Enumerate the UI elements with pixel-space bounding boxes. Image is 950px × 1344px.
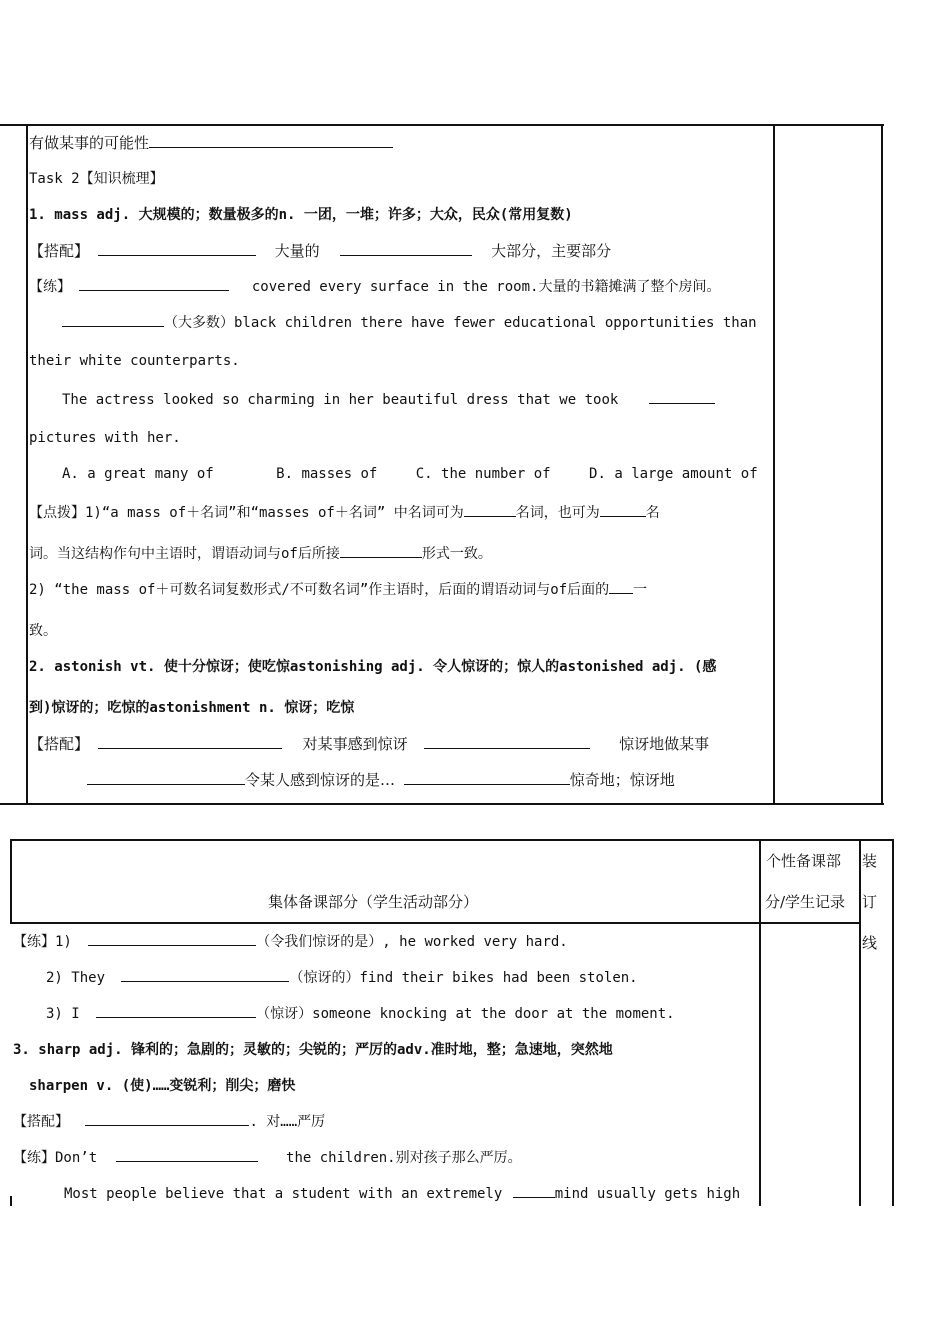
table2-top-border [10, 839, 894, 841]
label: 【搭配】 [29, 242, 90, 260]
text-line [29, 132, 393, 153]
text: 对某事感到惊讶 [302, 735, 408, 753]
text: 惊讶地做某事 [619, 735, 710, 753]
text: 2) “the mass of＋可数名词复数形式/不可数名词”作主语时，后面的谓语动词与of后面的 [29, 582, 610, 598]
text: 名词，也可为 [515, 505, 600, 521]
text: 3) I [46, 1006, 80, 1022]
fill-blank[interactable] [340, 241, 472, 256]
text: 大部分，主要部分 [491, 242, 612, 260]
options-line [62, 466, 758, 482]
table2-header-border [10, 922, 861, 924]
fill-blank[interactable] [98, 241, 256, 256]
fill-blank[interactable] [649, 389, 715, 404]
header-main: 集体备课部分（学生活动部分） [268, 893, 479, 911]
fill-blank[interactable] [424, 734, 590, 749]
fill-blank[interactable] [464, 502, 516, 517]
practice-line [13, 1147, 522, 1167]
tip-line [29, 543, 492, 563]
fill-blank[interactable] [149, 133, 393, 148]
practice-line [46, 967, 638, 987]
binding-char: 订 [862, 893, 878, 911]
label: 【搭配】 [13, 1114, 69, 1130]
text: 【点拨】1)“a mass of＋名词”和“masses of＋名词” 中名词可为 [29, 505, 464, 521]
text: the children.别对孩子那么严厉。 [286, 1150, 522, 1166]
text: covered every surface in the room.大量的书籍摊满了整个房间。 [251, 279, 721, 295]
text: mind usually gets high [554, 1186, 741, 1202]
practice-line [13, 931, 568, 951]
collocation-line [29, 240, 611, 261]
collocation-line [87, 769, 675, 790]
text: 词。当这结构作句中主语时，谓语动词与of后所接 [29, 546, 340, 562]
table2-left-border [10, 839, 12, 923]
table2-left-border-lower [10, 1196, 12, 1206]
question-line [64, 1183, 740, 1202]
fill-blank[interactable] [88, 931, 256, 946]
vocab-item-mass: 1. mass adj. 大规模的；数量极多的n. 一团，一堆；许多；大众，民众(常用复数) [29, 207, 573, 223]
header-side: 个性备课部 [766, 852, 842, 870]
fill-blank[interactable] [62, 312, 164, 327]
table2-right-border [892, 839, 894, 1206]
text: 有做某事的可能性 [29, 134, 150, 152]
text: 令某人感到惊讶的是… [245, 771, 396, 789]
text-line: 到)惊讶的；吃惊的astonishment n. 惊讶；吃惊 [29, 700, 355, 716]
vocab-item-sharp: 3. sharp adj. 锋利的；急剧的；灵敏的；尖锐的；严厉的adv.准时地，整；急速地，突然地 [13, 1042, 613, 1058]
text: （令我们惊讶的是）, he worked very hard. [256, 934, 568, 950]
table1-bottom-border [0, 803, 884, 805]
header-side: 分/学生记录 [765, 893, 846, 911]
fill-blank[interactable] [404, 770, 570, 785]
option-c[interactable]: C. the number of [415, 466, 551, 482]
label: 【搭配】 [29, 735, 90, 753]
option-a[interactable]: A. a great many of [62, 466, 214, 482]
text: （惊讶）someone knocking at the door at the moment. [256, 1006, 675, 1022]
collocation-line [13, 1111, 325, 1131]
text: The actress looked so charming in her beautiful dress that we took [62, 392, 619, 408]
text-line: pictures with her. [29, 430, 181, 446]
fill-blank[interactable] [340, 543, 422, 558]
question-line [62, 389, 715, 408]
task-heading: Task 2【知识梳理】 [29, 171, 164, 187]
vocab-item-astonish: 2. astonish vt. 使十分惊讶；使吃惊astonishing adj. 令人惊讶的；惊人的astonished adj. (感 [29, 659, 717, 675]
fill-blank[interactable] [79, 276, 229, 291]
fill-blank[interactable] [121, 967, 289, 982]
table2-mid-border [759, 839, 761, 1206]
text-line: their white counterparts. [29, 353, 240, 369]
text: . 对……严厉 [249, 1114, 326, 1130]
fill-blank[interactable] [513, 1183, 555, 1198]
tip-line [29, 502, 660, 522]
fill-blank[interactable] [98, 734, 282, 749]
text: Most people believe that a student with an extremely [64, 1186, 503, 1202]
table1-right-border [881, 124, 883, 805]
practice-line [62, 312, 757, 332]
text: 2) They [46, 970, 106, 986]
text: 形式一致。 [421, 546, 492, 562]
text: 一 [633, 582, 648, 598]
text: 大量的 [274, 242, 320, 260]
fill-blank[interactable] [96, 1003, 256, 1018]
text: （大多数）black children there have fewer educational opportunities than [164, 315, 757, 331]
text-line: sharpen v. (使)……变锐利；削尖；磨快 [29, 1078, 296, 1094]
option-b[interactable]: B. masses of [276, 466, 378, 482]
table1-top-border [0, 124, 884, 126]
practice-line [29, 276, 720, 296]
label: 【练】Don’t [13, 1150, 98, 1166]
text: 名 [645, 505, 660, 521]
table2-side-border [859, 839, 861, 1206]
table1-mid-border [773, 124, 775, 805]
tip-line [29, 579, 647, 599]
fill-blank[interactable] [609, 579, 633, 594]
binding-char: 线 [862, 934, 878, 952]
practice-line [46, 1003, 675, 1023]
binding-char: 装 [862, 852, 878, 870]
fill-blank[interactable] [116, 1147, 258, 1162]
table1-left-border [26, 124, 28, 805]
label: 【练】1) [13, 934, 72, 950]
fill-blank[interactable] [87, 770, 245, 785]
fill-blank[interactable] [600, 502, 646, 517]
option-d[interactable]: D. a large amount of [589, 466, 758, 482]
text: 惊奇地；惊讶地 [569, 771, 675, 789]
label: 【练】 [29, 279, 71, 295]
text-line: 致。 [29, 623, 57, 639]
text: （惊讶的）find their bikes had been stolen. [289, 970, 638, 986]
fill-blank[interactable] [85, 1111, 249, 1126]
collocation-line [29, 733, 709, 754]
